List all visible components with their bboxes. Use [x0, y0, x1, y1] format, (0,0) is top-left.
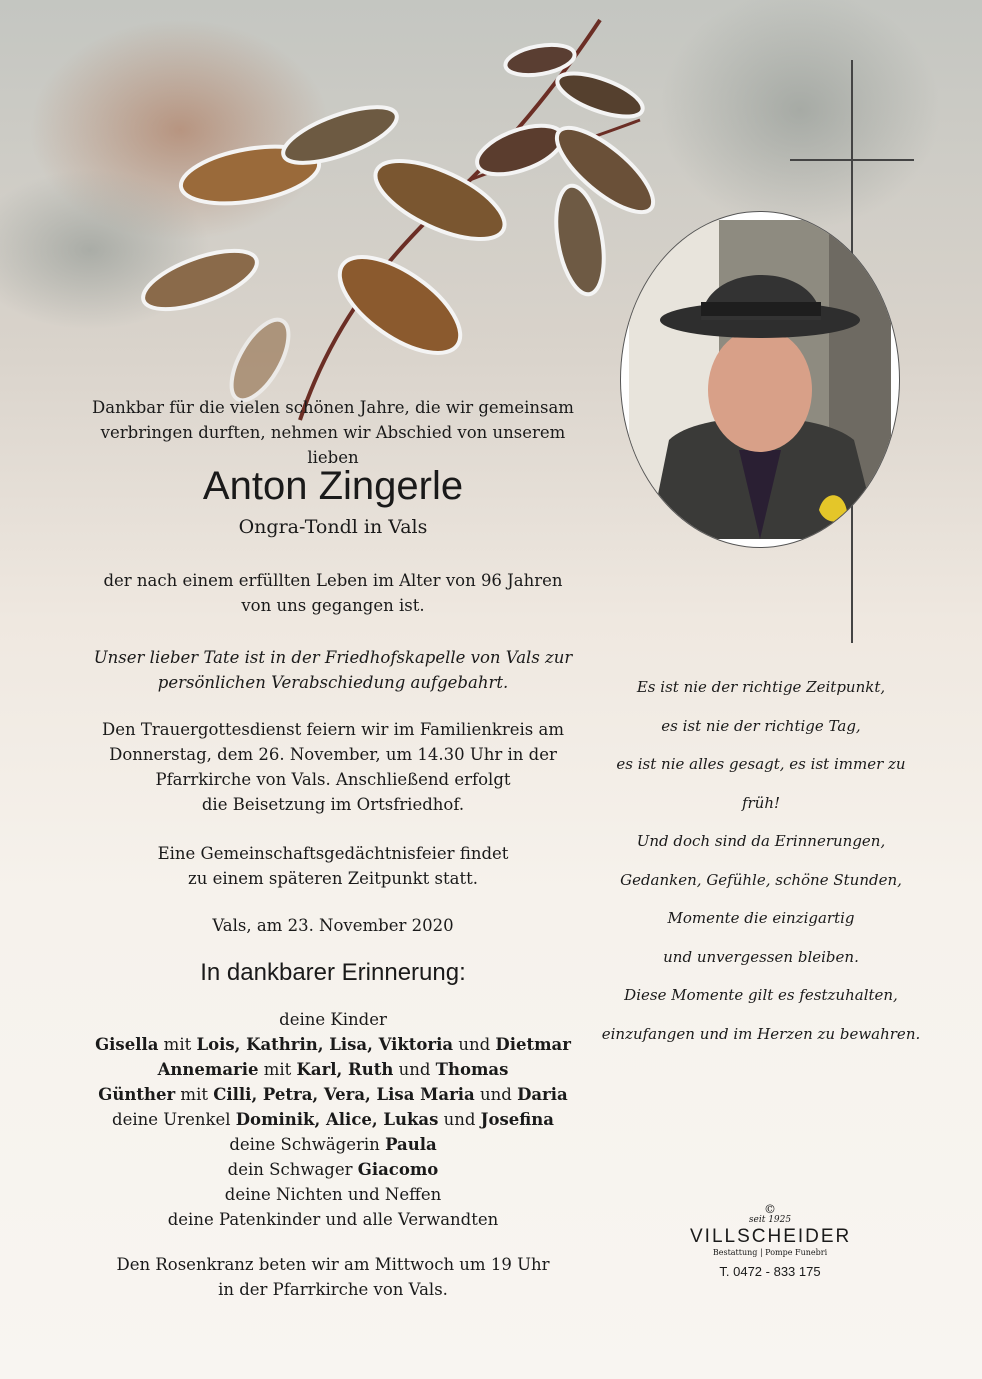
- family-text: deine Patenkinder und alle Verwandten: [167, 1210, 499, 1229]
- poem-line: es ist nie der richtige Tag,: [661, 716, 861, 735]
- family-name: Annemarie: [157, 1060, 259, 1079]
- family-name: Gisella: [95, 1035, 159, 1054]
- age-line: der nach einem erfüllten Leben im Alter von 96 Jahren: [103, 571, 563, 590]
- logo-tagline: Bestattung | Pompe Funebri: [712, 1248, 828, 1257]
- family-text: deine Kinder: [279, 1010, 387, 1029]
- logo-phone: T. 0472 - 833 175: [719, 1264, 821, 1279]
- poem-line: Momente die einzigartig: [667, 909, 855, 927]
- family-text: und: [474, 1085, 518, 1104]
- family-name: Josefina: [480, 1110, 554, 1129]
- funeral-home-logo: [690, 1203, 850, 1282]
- copyright-mark: ©: [764, 1202, 776, 1216]
- family-name: Cilli, Petra, Vera, Lisa Maria: [213, 1085, 475, 1104]
- poem-line: einzufangen und im Herzen zu bewahren.: [601, 1024, 921, 1043]
- poem-line: Gedanken, Gefühle, schöne Stunden,: [620, 870, 902, 889]
- memorial-text: [90, 841, 576, 891]
- intro-line: Dankbar für die vielen schönen Jahre, die wir gemeinsam: [92, 398, 574, 417]
- poem-line: Und doch sind da Erinnerungen,: [636, 832, 886, 850]
- place-date: [90, 913, 576, 938]
- service-line: die Beisetzung im Ortsfriedhof.: [201, 795, 465, 814]
- family-line: [90, 1007, 576, 1032]
- deceased-name: Anton Zingerle: [202, 464, 464, 508]
- family-text: und: [438, 1110, 481, 1129]
- family-name: Karl, Ruth: [296, 1060, 394, 1079]
- family-line: [90, 1057, 576, 1082]
- rosary-text: [90, 1252, 576, 1302]
- cross-horizontal-line: [790, 159, 914, 161]
- family-line: [90, 1032, 576, 1057]
- family-name: Giacomo: [357, 1160, 439, 1179]
- family-name: Daria: [517, 1085, 568, 1104]
- service-text: [90, 717, 576, 817]
- age-line: von uns gegangen ist.: [241, 596, 425, 615]
- family-name: Paula: [385, 1135, 437, 1154]
- family-text: mit: [258, 1060, 297, 1079]
- family-line: [90, 1157, 576, 1182]
- viewing-line: persönlichen Verabschiedung aufgebahrt.: [157, 673, 509, 692]
- poem-line: Es ist nie der richtige Zeitpunkt,: [636, 678, 886, 696]
- family-line: [90, 1082, 576, 1107]
- logo-since: seit 1925: [748, 1215, 792, 1225]
- poem-line: und unvergessen bleiben.: [663, 947, 859, 966]
- service-line: Donnerstag, dem 26. November, um 14.30 Uhr in der: [109, 745, 557, 764]
- family-text: mit: [158, 1035, 197, 1054]
- intro-text: [90, 395, 576, 470]
- family-text: deine Schwägerin: [229, 1135, 386, 1154]
- logo-brand: VILLSCHEIDER: [690, 1226, 852, 1247]
- viewing-line: Unser lieber Tate ist in der Friedhofskapelle von Vals zur: [93, 648, 573, 667]
- place-date-text: Vals, am 23. November 2020: [212, 916, 454, 935]
- viewing-text: [90, 645, 576, 695]
- service-line: Den Trauergottesdienst feiern wir im Familienkreis am: [102, 720, 564, 739]
- poem: [596, 668, 926, 1053]
- family-text: mit: [175, 1085, 214, 1104]
- family-text: deine Urenkel: [112, 1110, 236, 1129]
- family-name: Dietmar: [495, 1035, 571, 1054]
- rosary-line: Den Rosenkranz beten wir am Mittwoch um 19 Uhr: [116, 1255, 550, 1274]
- family-text: deine Nichten und Neffen: [224, 1185, 442, 1204]
- family-name: Lois, Kathrin, Lisa, Viktoria: [196, 1035, 454, 1054]
- family-text: dein Schwager: [227, 1160, 358, 1179]
- memorial-line: Eine Gemeinschaftsgedächtnisfeier findet: [157, 844, 509, 863]
- family-text: und: [393, 1060, 436, 1079]
- family-name: Günther: [98, 1085, 176, 1104]
- family-line: [90, 1132, 576, 1157]
- deceased-subtitle: Ongra-Tondl in Vals: [238, 516, 428, 538]
- age-text: [90, 568, 576, 618]
- poem-line: es ist nie alles gesagt, es ist immer zu früh!: [616, 755, 906, 812]
- remembrance-heading: In dankbarer Erinnerung:: [200, 959, 466, 986]
- intro-line: verbringen durften, nehmen wir Abschied von unserem lieben: [100, 423, 566, 467]
- family-line: [90, 1207, 576, 1232]
- family-list: [90, 1007, 576, 1232]
- rosary-line: in der Pfarrkirche von Vals.: [218, 1280, 448, 1299]
- poem-line: Diese Momente gilt es festzuhalten,: [624, 986, 898, 1004]
- memorial-line: zu einem späteren Zeitpunkt statt.: [188, 869, 478, 888]
- family-name: Thomas: [435, 1060, 509, 1079]
- family-line: [90, 1107, 576, 1132]
- family-line: [90, 1182, 576, 1207]
- family-text: und: [453, 1035, 496, 1054]
- service-line: Pfarrkirche von Vals. Anschließend erfolgt: [155, 770, 511, 789]
- family-name: Dominik, Alice, Lukas: [235, 1110, 439, 1129]
- portrait-photo: [621, 212, 899, 547]
